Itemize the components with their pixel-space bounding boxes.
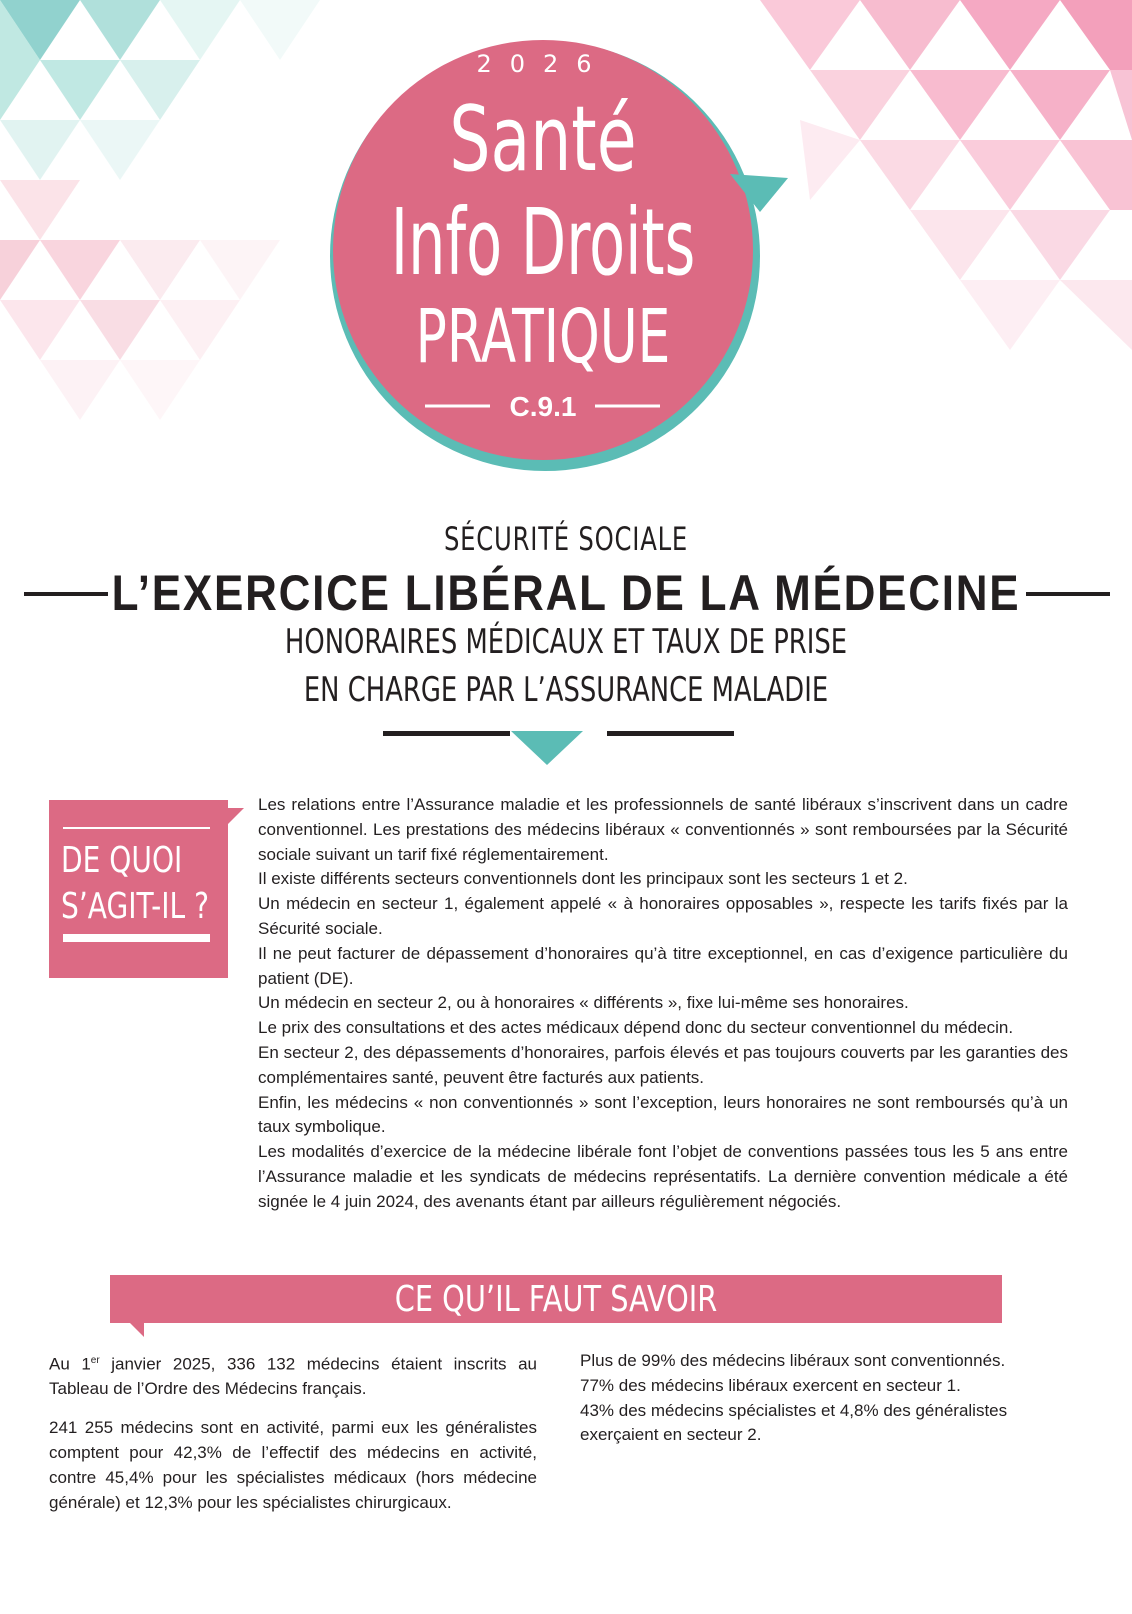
logo-title-sante: Santé [449, 87, 637, 192]
intro-text [258, 793, 1068, 1215]
logo-title-info-droits: Info Droits [390, 189, 696, 297]
logo-year: 2026 [476, 50, 610, 78]
facts-column-left [49, 1349, 537, 1515]
fact-paragraph: 241 255 médecins sont en activité, parmi eux les généralistes comptent pour 42,3% de l’effectif des médecins en activité, contre 45,4% pour les spécialistes médicaux (hors médecine générale) et 12,3% pour les spécialistes chirurgicaux. [49, 1418, 537, 1512]
box-rule-bottom [63, 934, 210, 942]
subtitle-line-1: HONORAIRES MÉDICAUX ET TAUX DE PRISE [284, 622, 848, 662]
intro-paragraph: En secteur 2, des dépassements d’honoraires, parfois élevés et pas toujours couverts par les garanties des complémentaires santé, peuvent être facturés aux patients. [258, 1042, 1068, 1087]
intro-paragraph: Un médecin en secteur 1, également appelé « à honoraires opposables », respecte les tarifs fixés par la Sécurité sociale. [258, 894, 1068, 938]
box-notch [228, 808, 244, 824]
intro-paragraph: Un médecin en secteur 2, ou à honoraires « différents », fixe lui-même ses honoraires. [258, 993, 909, 1013]
facts-column-right [580, 1349, 1068, 1448]
section-label-box [49, 800, 228, 978]
fact-paragraph [49, 1349, 537, 1402]
fact-text: janvier 2025, 336 132 médecins étaient inscrits au Tableau de l’Ordre des Médecins français. [49, 1354, 537, 1399]
fact-paragraph: 43% des médecins spécialistes et 4,8% des généralistes exerçaient en secteur 2. [580, 1400, 1008, 1445]
fact-paragraph: Plus de 99% des médecins libéraux sont conventionnés. [580, 1351, 1006, 1370]
intro-paragraph: Enfin, les médecins « non conventionnés » sont l’exception, leurs honoraires ne sont remboursés qu’à un taux symbolique. [258, 1092, 1068, 1137]
section-label-line-2: S’AGIT-IL ? [61, 886, 209, 927]
ordinal-superscript: er [90, 1355, 100, 1366]
section-kicker: SÉCURITÉ SOCIALE [443, 520, 689, 558]
title-rule-right [1026, 592, 1110, 596]
teal-arrow-icon [511, 731, 583, 765]
logo-code: C.9.1 [509, 391, 577, 422]
section-label-line-1: DE QUOI [61, 840, 183, 881]
band-notch [130, 1323, 144, 1337]
facts-heading-band [110, 1275, 1002, 1323]
fact-paragraph: 77% des médecins libéraux exercent en secteur 1. [580, 1375, 961, 1395]
subtitle-rule-left [383, 731, 510, 736]
section-label [61, 838, 233, 930]
logo-title-pratique: PRATIQUE [415, 294, 671, 381]
logo-badge [310, 26, 810, 496]
box-rule-top [63, 827, 210, 829]
intro-paragraph: Les relations entre l’Assurance maladie et les professionnels de santé libéraux s’inscrivent dans un cadre conventionnel. Les prestations des médecins libéraux « conventionnés » sont remboursées par la Sécurité sociale suivant un tarif fixé réglementairement. [258, 795, 1068, 864]
page-title: L’EXERCICE LIBÉRAL DE LA MÉDECINE [111, 565, 1021, 621]
fact-text: Au 1 [49, 1354, 91, 1374]
facts-heading: CE QU’IL FAUT SAVOIR [394, 1279, 718, 1320]
subtitle-rule-right [607, 731, 734, 736]
intro-paragraph: Les modalités d’exercice de la médecine libérale font l’objet de conventions passées tous les 5 ans entre l’Assurance maladie et les syndicats de médecins représentatifs. La dernière convention médicale a été signée le 4 juin 2024, des avenants étant par ailleurs régulièrement négociés. [258, 1142, 1068, 1211]
subtitle-line-2: EN CHARGE PAR L’ASSURANCE MALADIE [303, 670, 829, 710]
intro-paragraph: Le prix des consultations et des actes médicaux dépend donc du secteur conventionnel du médecin. [258, 1018, 1014, 1038]
intro-paragraph: Il ne peut facturer de dépassement d’honoraires qu’à titre exceptionnel, en cas d’exigence particulière du patient (DE). [258, 943, 1068, 988]
title-block [0, 520, 1132, 710]
intro-paragraph: Il existe différents secteurs conventionnels dont les principaux sont les secteurs 1 et 2. [258, 869, 908, 889]
